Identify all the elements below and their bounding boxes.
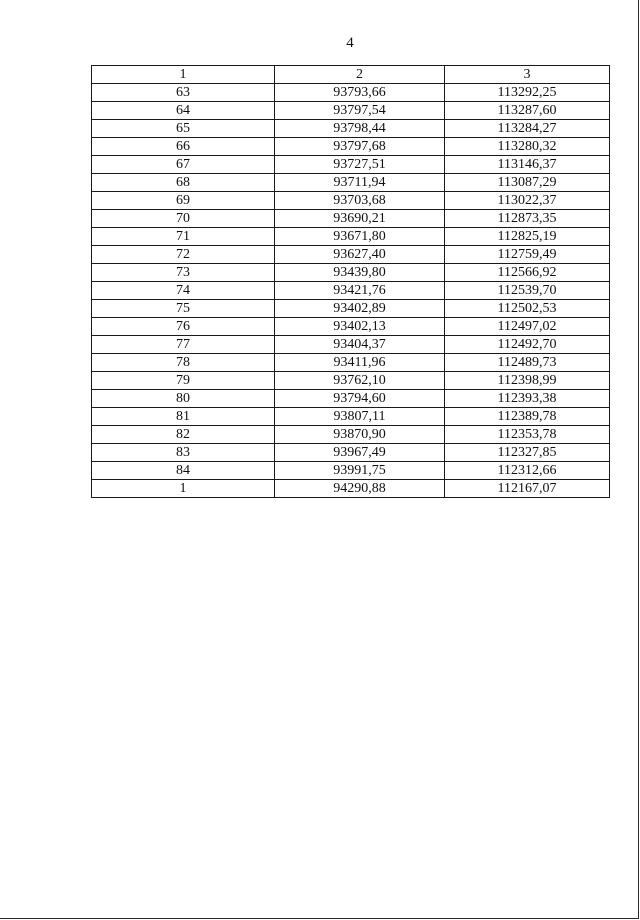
x-coordinate-cell: 93807,11 [275,408,445,426]
x-coordinate-cell: 93727,51 [275,156,445,174]
point-number-cell: 84 [92,462,275,480]
x-coordinate-cell: 93402,89 [275,300,445,318]
y-coordinate-cell: 112389,78 [445,408,610,426]
table-header [92,66,610,84]
table-row [92,210,610,228]
point-number-cell: 70 [92,210,275,228]
x-coordinate-cell: 93991,75 [275,462,445,480]
point-number-cell: 78 [92,354,275,372]
point-number-cell: 65 [92,120,275,138]
y-coordinate-cell: 112312,66 [445,462,610,480]
table-row [92,282,610,300]
x-coordinate-cell: 93762,10 [275,372,445,390]
point-number-cell: 69 [92,192,275,210]
x-coordinate-cell: 93703,68 [275,192,445,210]
y-coordinate-cell: 113292,25 [445,84,610,102]
table-row [92,138,610,156]
table-row [92,192,610,210]
x-coordinate-cell: 93793,66 [275,84,445,102]
table-row [92,156,610,174]
point-number-cell: 1 [92,480,275,498]
x-coordinate-cell: 93798,44 [275,120,445,138]
table-row [92,174,610,192]
point-number-cell: 68 [92,174,275,192]
y-coordinate-cell: 112825,19 [445,228,610,246]
x-coordinate-cell: 93671,80 [275,228,445,246]
table-row [92,102,610,120]
x-coordinate-cell: 93402,13 [275,318,445,336]
table-row [92,480,610,498]
y-coordinate-cell: 112393,38 [445,390,610,408]
table-body [92,84,610,498]
table-row [92,264,610,282]
x-coordinate-cell: 93439,80 [275,264,445,282]
table-row [92,300,610,318]
point-number-cell: 80 [92,390,275,408]
x-coordinate-cell: 93421,76 [275,282,445,300]
table-row [92,84,610,102]
point-number-cell: 67 [92,156,275,174]
point-number-cell: 73 [92,264,275,282]
column-header-1: 1 [92,66,275,84]
x-coordinate-cell: 93627,40 [275,246,445,264]
point-number-cell: 82 [92,426,275,444]
y-coordinate-cell: 112398,99 [445,372,610,390]
point-number-cell: 79 [92,372,275,390]
column-header-2: 2 [275,66,445,84]
table-row [92,336,610,354]
y-coordinate-cell: 113146,37 [445,156,610,174]
y-coordinate-cell: 112566,92 [445,264,610,282]
x-coordinate-cell: 93870,90 [275,426,445,444]
y-coordinate-cell: 112353,78 [445,426,610,444]
point-number-cell: 64 [92,102,275,120]
coordinates-table [91,65,610,498]
x-coordinate-cell: 93794,60 [275,390,445,408]
y-coordinate-cell: 112873,35 [445,210,610,228]
point-number-cell: 83 [92,444,275,462]
table-row [92,426,610,444]
point-number-cell: 75 [92,300,275,318]
y-coordinate-cell: 112167,07 [445,480,610,498]
y-coordinate-cell: 113284,27 [445,120,610,138]
page-number: 4 [346,35,354,51]
point-number-cell: 76 [92,318,275,336]
y-coordinate-cell: 112759,49 [445,246,610,264]
point-number-cell: 72 [92,246,275,264]
table-row [92,462,610,480]
y-coordinate-cell: 113287,60 [445,102,610,120]
y-coordinate-cell: 112497,02 [445,318,610,336]
point-number-cell: 71 [92,228,275,246]
y-coordinate-cell: 112539,70 [445,282,610,300]
point-number-cell: 63 [92,84,275,102]
table-row [92,246,610,264]
x-coordinate-cell: 93411,96 [275,354,445,372]
header-row [92,66,610,84]
y-coordinate-cell: 112492,70 [445,336,610,354]
y-coordinate-cell: 113280,32 [445,138,610,156]
table-row [92,390,610,408]
y-coordinate-cell: 112327,85 [445,444,610,462]
y-coordinate-cell: 112489,73 [445,354,610,372]
x-coordinate-cell: 94290,88 [275,480,445,498]
table-row [92,228,610,246]
x-coordinate-cell: 93711,94 [275,174,445,192]
y-coordinate-cell: 112502,53 [445,300,610,318]
table-row [92,120,610,138]
point-number-cell: 81 [92,408,275,426]
table-row [92,408,610,426]
y-coordinate-cell: 113087,29 [445,174,610,192]
point-number-cell: 74 [92,282,275,300]
x-coordinate-cell: 93404,37 [275,336,445,354]
point-number-cell: 77 [92,336,275,354]
table-row [92,372,610,390]
point-number-cell: 66 [92,138,275,156]
table-row [92,444,610,462]
x-coordinate-cell: 93967,49 [275,444,445,462]
x-coordinate-cell: 93690,21 [275,210,445,228]
y-coordinate-cell: 113022,37 [445,192,610,210]
x-coordinate-cell: 93797,54 [275,102,445,120]
table-row [92,318,610,336]
column-header-3: 3 [445,66,610,84]
table-row [92,354,610,372]
x-coordinate-cell: 93797,68 [275,138,445,156]
